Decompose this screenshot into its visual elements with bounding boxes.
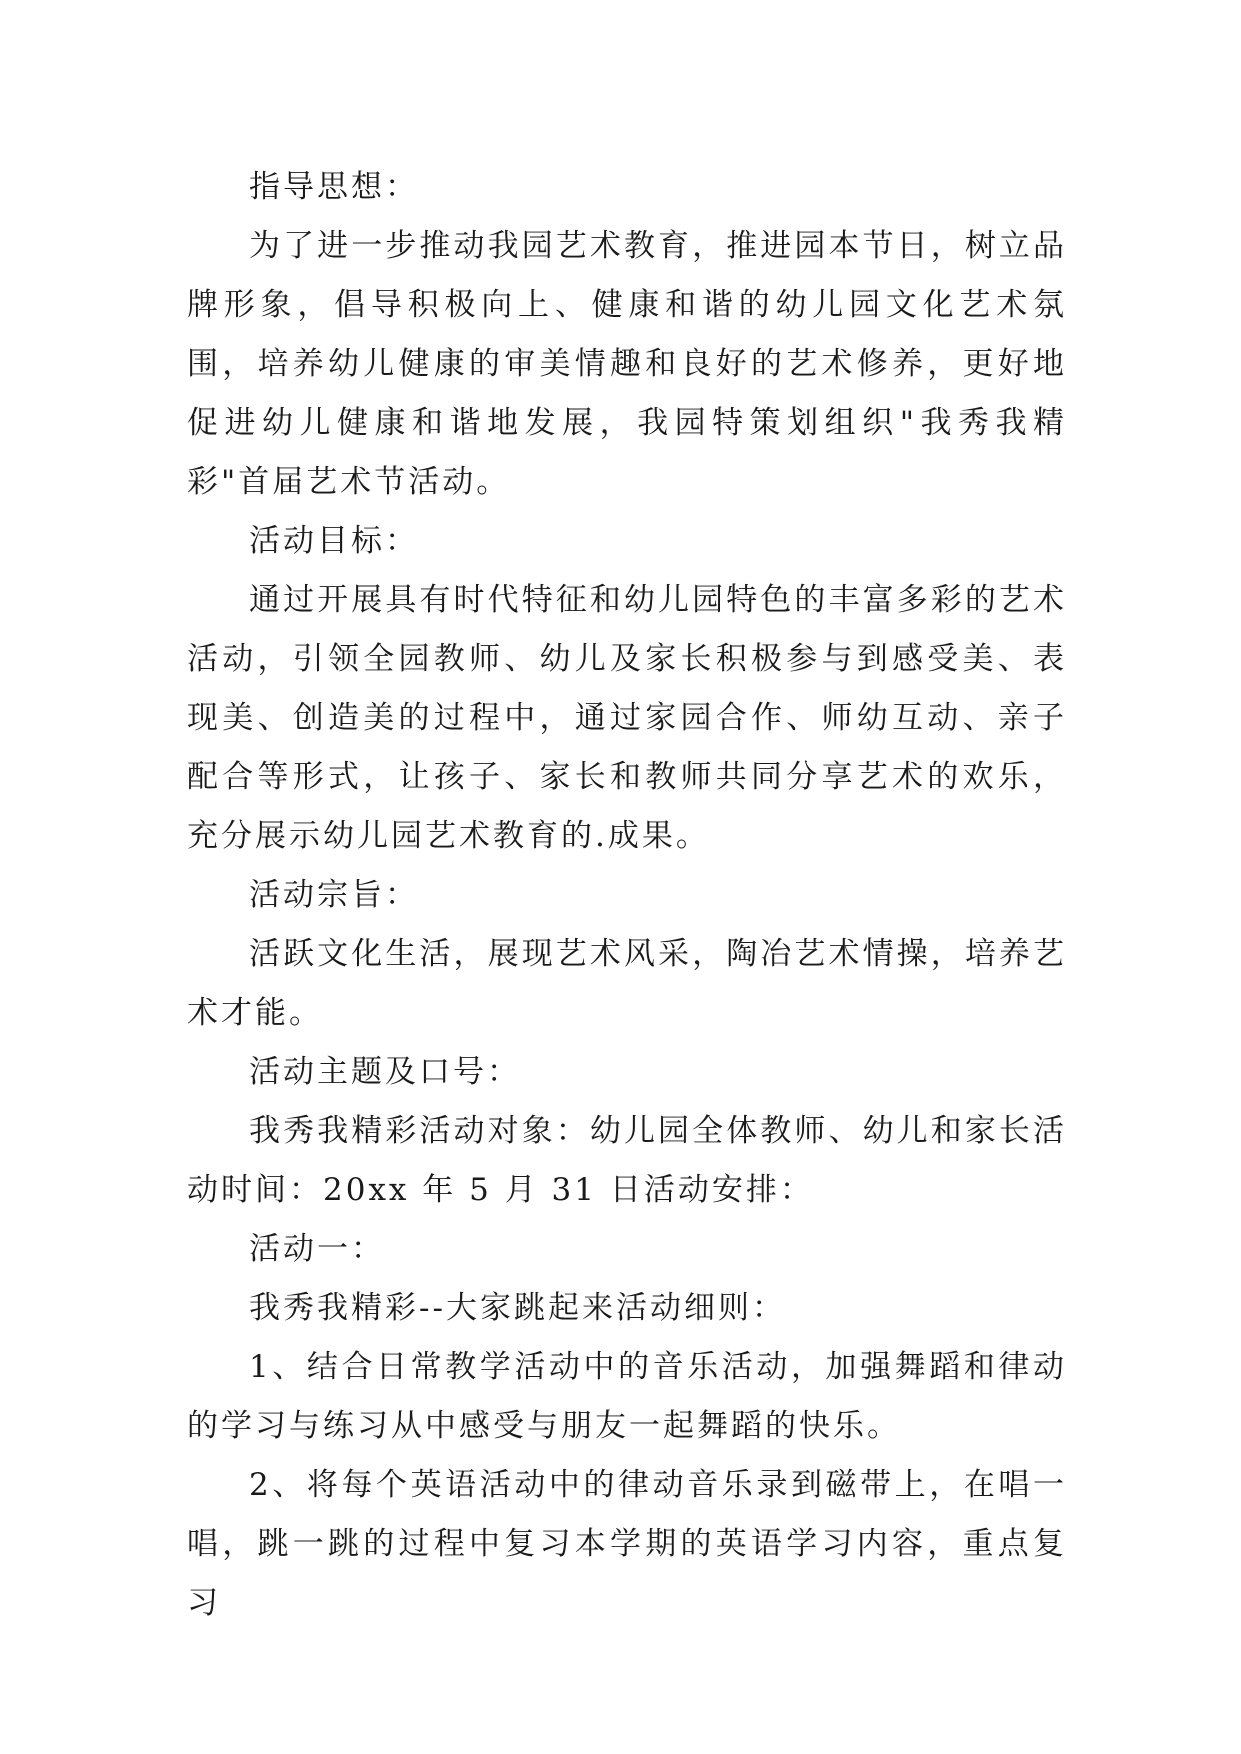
heading-theme-slogan: 活动主题及口号： [249,1054,521,1090]
list-item-2: 2、将每个英语活动中的律动音乐录到磁带上，在唱一唱，跳一跳的过程中复习本学期的英语学习内容，重点复习 [187,1467,1067,1621]
paragraph-guiding-idea: 为了进一步推动我园艺术教育，推进园本节日，树立品牌形象，倡导积极向上、健康和谐的幼儿园文化艺术氛围，培养幼儿健康的审美情趣和良好的艺术修养，更好地促进幼儿健康和谐地发展，我园特策划组织"我秀我精彩"首届艺术节活动。 [187,228,1067,500]
paragraph-activity-one-title: 我秀我精彩--大家跳起来活动细则： [249,1290,786,1326]
heading-guiding-idea: 指导思想： [249,169,419,205]
paragraph-activity-goals: 通过开展具有时代特征和幼儿园特色的丰富多彩的艺术活动，引领全园教师、幼儿及家长积极参与到感受美、表现美、创造美的过程中，通过家园合作、师幼互动、亲子配合等形式，让孩子、家长和教师共同分享艺术的欢乐，充分展示幼儿园艺术教育的.成果。 [187,582,1067,854]
list-item-1: 1、结合日常教学活动中的音乐活动，加强舞蹈和律动的学习与练习从中感受与朋友一起舞蹈的快乐。 [187,1349,1067,1444]
document-body [187,158,1067,1633]
heading-activity-one: 活动一： [249,1231,385,1267]
paragraph-theme-details: 我秀我精彩活动对象：幼儿园全体教师、幼儿和家长活动时间：20xx 年 5 月 31 日活动安排： [187,1113,1067,1208]
paragraph-activity-purpose: 活跃文化生活，展现艺术风采，陶冶艺术情操，培养艺术才能。 [187,936,1067,1031]
heading-activity-purpose: 活动宗旨： [249,877,419,913]
heading-activity-goals: 活动目标： [249,523,419,559]
